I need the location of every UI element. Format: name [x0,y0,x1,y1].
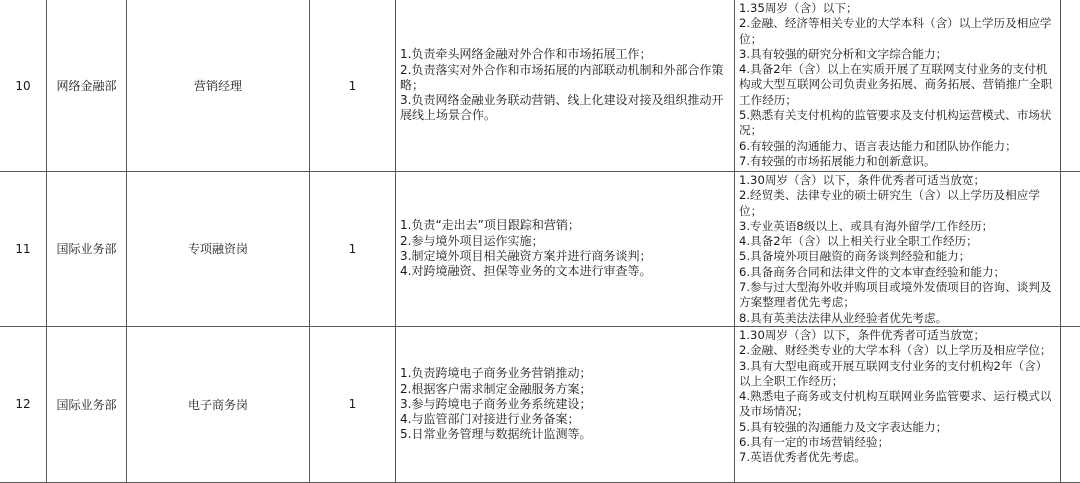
requirements-cell [735,0,1061,172]
requirement-item: 2.经贸类、法律专业的硕士研究生（含）以上学历及相应学位； [739,188,1057,219]
requirement-item: 6.具有一定的市场营销经验； [739,435,1057,450]
requirement-item: 7.参与过大型海外收并购项目或境外发债项目的咨询、谈判及方案整理者优先考虑； [739,280,1057,311]
requirement-item: 5.具备境外项目融资的商务谈判经验和能力； [739,249,1057,264]
duty-item: 3.负责网络金融业务联动营销、线上化建设对接及组织推动开展线上场景合作。 [400,93,731,124]
department: 网络金融部 [47,0,127,172]
requirement-item: 6.具备商务合同和法律文件的文本审查经验和能力； [739,265,1057,280]
duty-item: 3.参与跨境电子商务业务系统建设； [400,397,731,412]
table-row [0,0,1080,172]
requirement-item: 1.35周岁（含）以下； [739,1,1057,16]
requirement-item: 3.专业英语8级以上、或具有海外留学/工作经历； [739,219,1057,234]
requirement-item: 5.熟悉有关支付机构的监管要求及支付机构运营模式、市场状况； [739,108,1057,139]
duty-item: 2.负责落实对外合作和市场拓展的内部联动机制和外部合作策略； [400,63,731,94]
position-title: 电子商务岗 [127,326,310,482]
requirement-item: 2.金融、经济等相关专业的大学本科（含）以上学历及相应学位； [739,16,1057,47]
requirement-item: 8.具有英美法法律从业经验者优先考虑。 [739,311,1057,326]
duty-item: 2.根据客户需求制定金融服务方案； [400,382,731,397]
requirement-item: 3.具有大型电商或开展互联网支付业务的支付机构2年（含）以上全职工作经历； [739,359,1057,390]
requirement-item: 6.有较强的沟通能力、语言表达能力和团队协作能力； [739,139,1057,154]
duty-item: 2.参与境外项目运作实施； [400,234,731,249]
duty-item: 4.与监管部门对接进行业务备案； [400,412,731,427]
requirement-item: 4.具备2年（含）以上相关行业全职工作经历； [739,234,1057,249]
duties-cell [396,172,735,327]
duty-item: 5.日常业务管理与数据统计监测等。 [400,427,731,442]
department: 国际业务部 [47,172,127,327]
row-number: 11 [0,172,47,327]
headcount: 1 [310,326,396,482]
requirement-item: 4.熟悉电子商务或支付机构互联网业务监管要求、运行模式以及市场情况； [739,389,1057,420]
blank-cell [1061,0,1080,172]
requirement-item: 1.30周岁（含）以下，条件优秀者可适当放宽； [739,328,1057,343]
duties-cell [396,326,735,482]
blank-cell [1061,326,1080,482]
table-row [0,326,1080,482]
duty-item: 1.负责牵头网络金融对外合作和市场拓展工作； [400,47,731,62]
requirement-item: 4.具备2年（含）以上在实质开展了互联网支付业务的支付机构或大型互联网公司负责业务拓展、商务拓展、营销推广全职工作经历； [739,62,1057,108]
duty-item: 1.负责跨境电子商务业务营销推动； [400,366,731,381]
position-title: 营销经理 [127,0,310,172]
table-row [0,172,1080,327]
row-number: 12 [0,326,47,482]
duty-item: 4.对跨境融资、担保等业务的文本进行审查等。 [400,264,731,279]
requirement-item: 3.具有较强的研究分析和文字综合能力； [739,47,1057,62]
requirement-item: 7.有较强的市场拓展能力和创新意识。 [739,154,1057,169]
requirement-item: 7.英语优秀者优先考虑。 [739,450,1057,465]
blank-cell [1061,172,1080,327]
duty-item: 3.制定境外项目相关融资方案并进行商务谈判； [400,249,731,264]
position-title: 专项融资岗 [127,172,310,327]
requirements-cell [735,326,1061,482]
requirement-item: 5.具有较强的沟通能力及文字表达能力； [739,420,1057,435]
requirement-item: 1.30周岁（含）以下，条件优秀者可适当放宽； [739,173,1057,188]
requirements-cell [735,172,1061,327]
duties-cell [396,0,735,172]
department: 国际业务部 [47,326,127,482]
headcount: 1 [310,172,396,327]
duty-item: 1.负责“走出去”项目跟踪和营销； [400,218,731,233]
requirement-item: 2.金融、财经类专业的大学本科（含）以上学历及相应学位； [739,343,1057,358]
headcount: 1 [310,0,396,172]
row-number: 10 [0,0,47,172]
